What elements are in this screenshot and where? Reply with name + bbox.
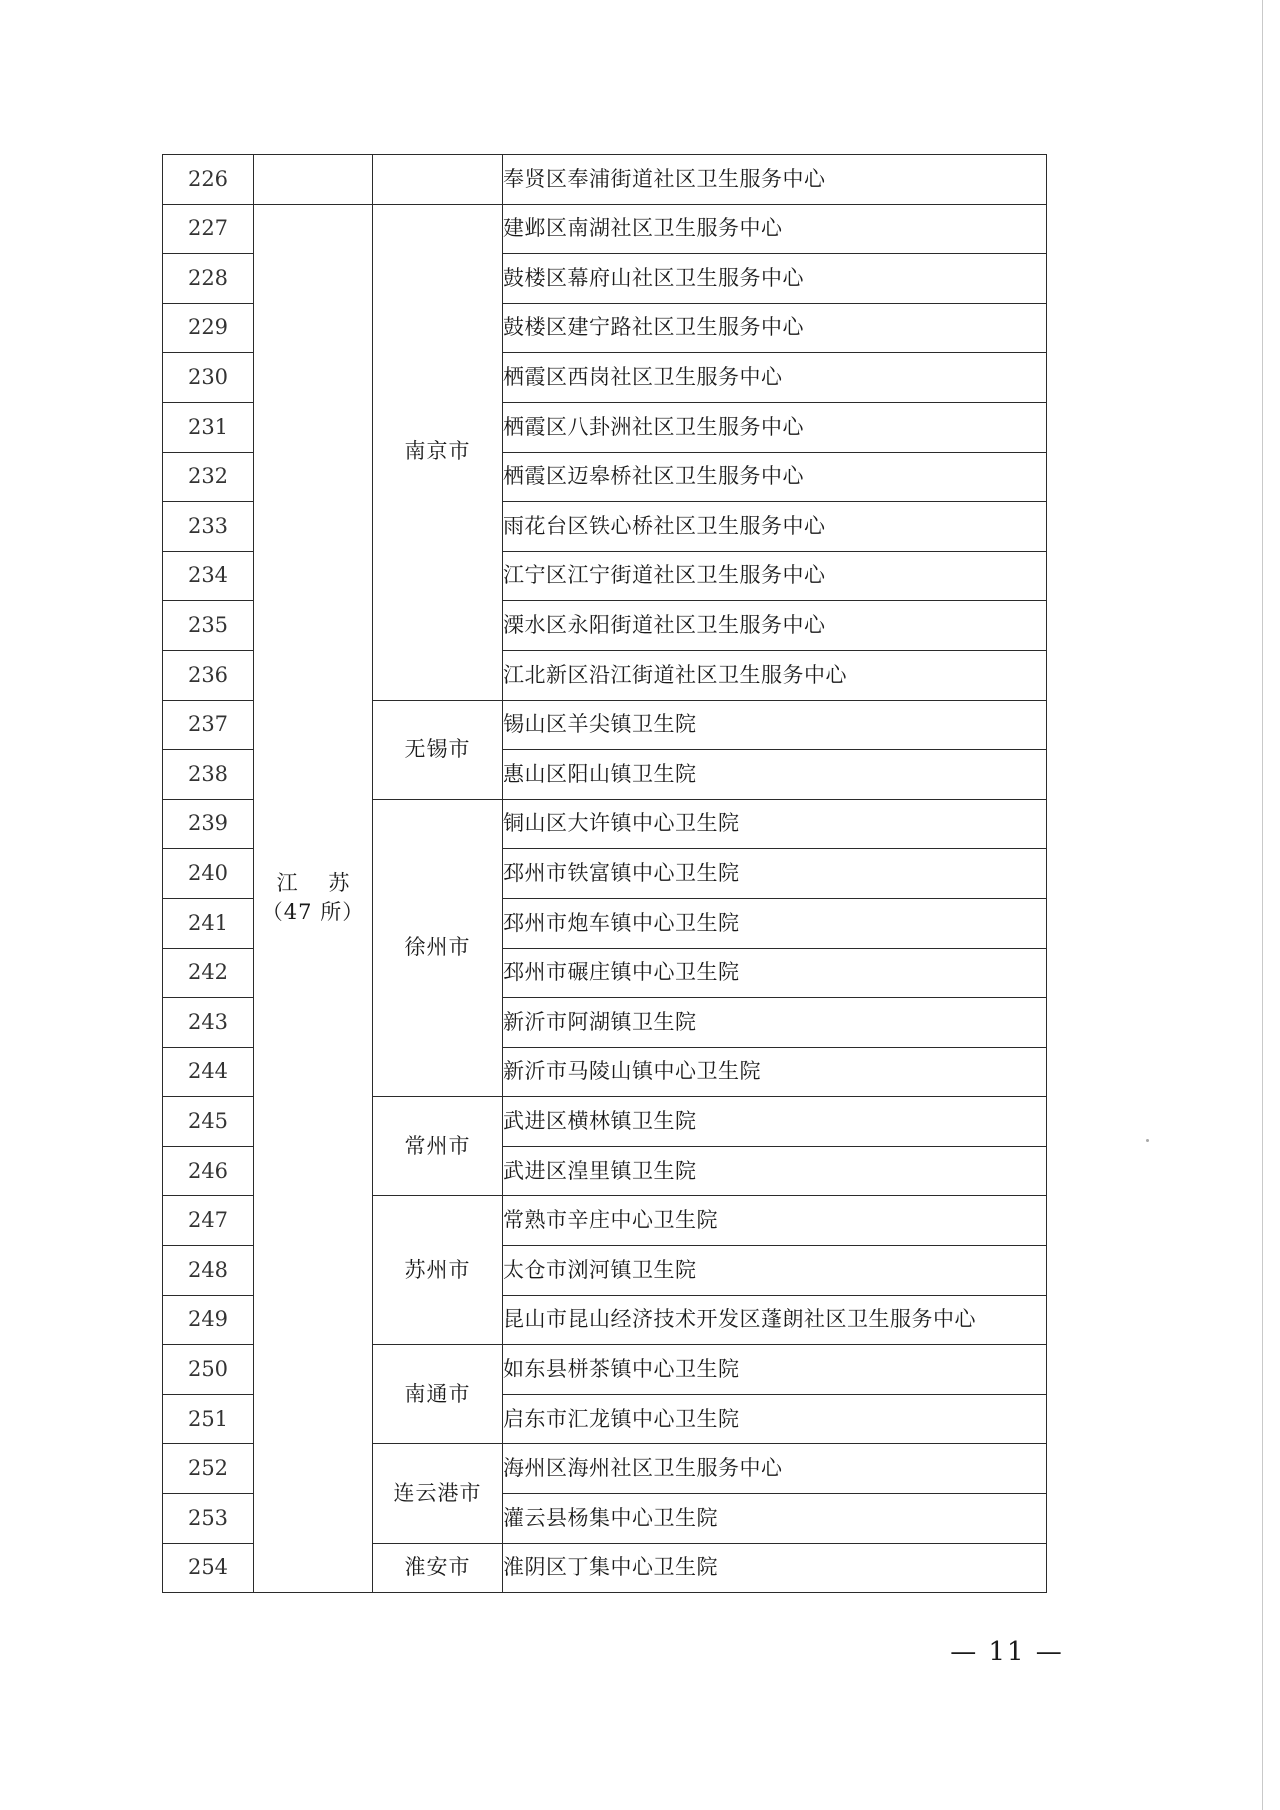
row-number: 246 <box>163 1146 254 1196</box>
row-number: 234 <box>163 551 254 601</box>
row-number: 248 <box>163 1246 254 1296</box>
row-number: 237 <box>163 700 254 750</box>
row-number: 239 <box>163 799 254 849</box>
city-cell-empty <box>373 155 503 205</box>
institution-name: 邳州市炮车镇中心卫生院 <box>503 898 1047 948</box>
row-number: 228 <box>163 254 254 304</box>
institution-name: 锡山区羊尖镇卫生院 <box>503 700 1047 750</box>
province-count: （47 所） <box>261 900 365 925</box>
row-number: 251 <box>163 1394 254 1444</box>
institution-name: 邳州市碾庄镇中心卫生院 <box>503 948 1047 998</box>
institution-name: 栖霞区西岗社区卫生服务中心 <box>503 353 1047 403</box>
row-number: 241 <box>163 898 254 948</box>
institution-table <box>162 154 1047 1593</box>
row-number: 247 <box>163 1196 254 1246</box>
row-number: 249 <box>163 1295 254 1345</box>
row-number: 240 <box>163 849 254 899</box>
page-number: — 11 — <box>950 1637 1064 1667</box>
institution-name: 昆山市昆山经济技术开发区蓬朗社区卫生服务中心 <box>503 1295 1047 1345</box>
institution-name: 雨花台区铁心桥社区卫生服务中心 <box>503 502 1047 552</box>
row-number: 232 <box>163 452 254 502</box>
row-number: 229 <box>163 303 254 353</box>
row-number: 253 <box>163 1494 254 1544</box>
row-number: 231 <box>163 402 254 452</box>
institution-name: 江宁区江宁街道社区卫生服务中心 <box>503 551 1047 601</box>
city-cell: 南京市 <box>373 204 503 700</box>
row-number: 235 <box>163 601 254 651</box>
row-number: 233 <box>163 502 254 552</box>
row-number: 250 <box>163 1345 254 1395</box>
institution-name: 如东县栟茶镇中心卫生院 <box>503 1345 1047 1395</box>
city-cell: 淮安市 <box>373 1543 503 1593</box>
city-cell: 无锡市 <box>373 700 503 799</box>
city-cell: 常州市 <box>373 1097 503 1196</box>
city-cell: 南通市 <box>373 1345 503 1444</box>
row-number: 227 <box>163 204 254 254</box>
row-number: 236 <box>163 650 254 700</box>
table-row <box>163 204 1047 254</box>
institution-name: 启东市汇龙镇中心卫生院 <box>503 1394 1047 1444</box>
province-name: 江 苏 <box>276 871 362 896</box>
institution-name: 铜山区大许镇中心卫生院 <box>503 799 1047 849</box>
scan-edge-line <box>1262 0 1263 1810</box>
city-cell: 苏州市 <box>373 1196 503 1345</box>
institution-name: 武进区湟里镇卫生院 <box>503 1146 1047 1196</box>
institution-name: 邳州市铁富镇中心卫生院 <box>503 849 1047 899</box>
institution-name: 栖霞区八卦洲社区卫生服务中心 <box>503 402 1047 452</box>
table-row <box>163 155 1047 205</box>
institution-name: 海州区海州社区卫生服务中心 <box>503 1444 1047 1494</box>
province-cell-empty <box>254 155 373 205</box>
city-cell: 徐州市 <box>373 799 503 1097</box>
institution-name: 新沂市马陵山镇中心卫生院 <box>503 1047 1047 1097</box>
institution-name: 常熟市辛庄中心卫生院 <box>503 1196 1047 1246</box>
row-number: 226 <box>163 155 254 205</box>
row-number: 252 <box>163 1444 254 1494</box>
institution-name: 溧水区永阳街道社区卫生服务中心 <box>503 601 1047 651</box>
row-number: 243 <box>163 998 254 1048</box>
institution-name: 惠山区阳山镇卫生院 <box>503 750 1047 800</box>
row-number: 230 <box>163 353 254 403</box>
row-number: 254 <box>163 1543 254 1593</box>
institution-name: 江北新区沿江街道社区卫生服务中心 <box>503 650 1047 700</box>
institution-name: 奉贤区奉浦街道社区卫生服务中心 <box>503 155 1047 205</box>
institution-name: 鼓楼区幕府山社区卫生服务中心 <box>503 254 1047 304</box>
row-number: 244 <box>163 1047 254 1097</box>
institution-name: 新沂市阿湖镇卫生院 <box>503 998 1047 1048</box>
row-number: 238 <box>163 750 254 800</box>
institution-name: 栖霞区迈皋桥社区卫生服务中心 <box>503 452 1047 502</box>
row-number: 242 <box>163 948 254 998</box>
city-cell: 连云港市 <box>373 1444 503 1543</box>
row-number: 245 <box>163 1097 254 1147</box>
institution-name: 太仓市浏河镇卫生院 <box>503 1246 1047 1296</box>
institution-name: 武进区横林镇卫生院 <box>503 1097 1047 1147</box>
scan-speck <box>1146 1139 1149 1142</box>
institution-name: 淮阴区丁集中心卫生院 <box>503 1543 1047 1593</box>
institution-name: 灌云县杨集中心卫生院 <box>503 1494 1047 1544</box>
institution-name: 建邺区南湖社区卫生服务中心 <box>503 204 1047 254</box>
province-cell <box>254 204 373 1593</box>
institution-name: 鼓楼区建宁路社区卫生服务中心 <box>503 303 1047 353</box>
